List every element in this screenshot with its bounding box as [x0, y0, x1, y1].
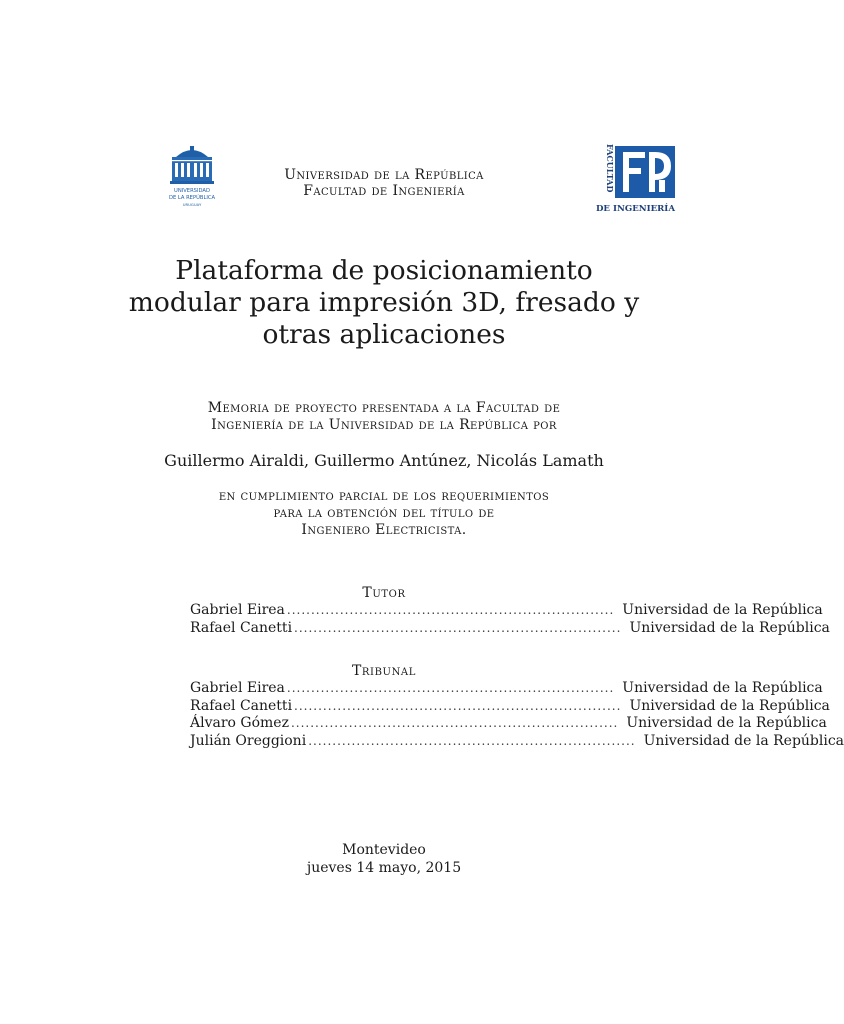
title-line: otras aplicaciones [262, 319, 506, 350]
submission-line: Memoria de proyecto presentada a la Facultad de [207, 400, 561, 416]
tutor-list [190, 602, 830, 637]
member-affiliation: Universidad de la República [629, 619, 830, 636]
member-affiliation: Universidad de la República [643, 732, 844, 749]
dot-leader: .................................................................... [286, 681, 615, 695]
tribunal-row [190, 680, 823, 698]
member-name: Rafael Canetti [190, 697, 293, 714]
member-name: Gabriel Eirea [190, 680, 285, 696]
member-name: Álvaro Gómez [190, 715, 289, 731]
tutor-row [190, 602, 823, 620]
member-name: Gabriel Eirea [190, 602, 285, 618]
date: jueves 14 mayo, 2015 [306, 860, 462, 876]
title-line: Plataforma de posicionamiento [175, 255, 593, 286]
tribunal-list [190, 680, 844, 750]
dot-leader: .................................................................... [286, 603, 615, 617]
fing-logo-vertical-text: FACULTAD [605, 144, 615, 193]
fulfillment-line: Ingeniero Electricista. [301, 522, 467, 538]
dot-leader: .................................................................... [308, 733, 636, 748]
city: Montevideo [342, 842, 426, 858]
fing-logo-bottom-text: DE INGENIERÍA [595, 204, 675, 214]
tribunal-row [190, 697, 830, 716]
faculty-name: Facultad de Ingeniería [303, 183, 465, 199]
authors: Guillermo Airaldi, Guillermo Antúnez, Nicolás Lamath [164, 451, 604, 470]
member-affiliation: Universidad de la República [626, 715, 827, 731]
member-affiliation: Universidad de la República [622, 602, 823, 618]
fulfillment-line: para la obtención del título de [273, 505, 495, 521]
tribunal-heading: Tribunal [351, 663, 416, 679]
udelar-logo-text-2: DE LA REPÚBLICA [168, 195, 216, 201]
member-name: Julián Oreggioni [190, 732, 307, 749]
member-name: Rafael Canetti [190, 619, 293, 636]
tutor-heading: Tutor [362, 585, 406, 601]
title-line: modular para impresión 3D, fresado y [128, 287, 640, 318]
university-name: Universidad de la República [284, 167, 484, 183]
dot-leader: .................................................................... [290, 716, 619, 730]
tribunal-row [190, 732, 844, 751]
tutor-row [190, 619, 830, 638]
document-title [0, 255, 768, 351]
tribunal-row [190, 715, 827, 733]
submission-line: Ingeniería de la Universidad de la República por [211, 417, 557, 433]
udelar-logo-text-1: UNIVERSIDAD [174, 188, 210, 194]
fulfillment-statement [0, 488, 768, 539]
submission-statement [0, 400, 768, 434]
dot-leader: .................................................................... [294, 698, 622, 713]
fulfillment-line: en cumplimiento parcial de los requerimientos [218, 488, 550, 504]
udelar-logo-text-3: URUGUAY [182, 202, 202, 207]
member-affiliation: Universidad de la República [629, 697, 830, 714]
dot-leader: .................................................................... [294, 620, 622, 635]
member-affiliation: Universidad de la República [622, 680, 823, 696]
